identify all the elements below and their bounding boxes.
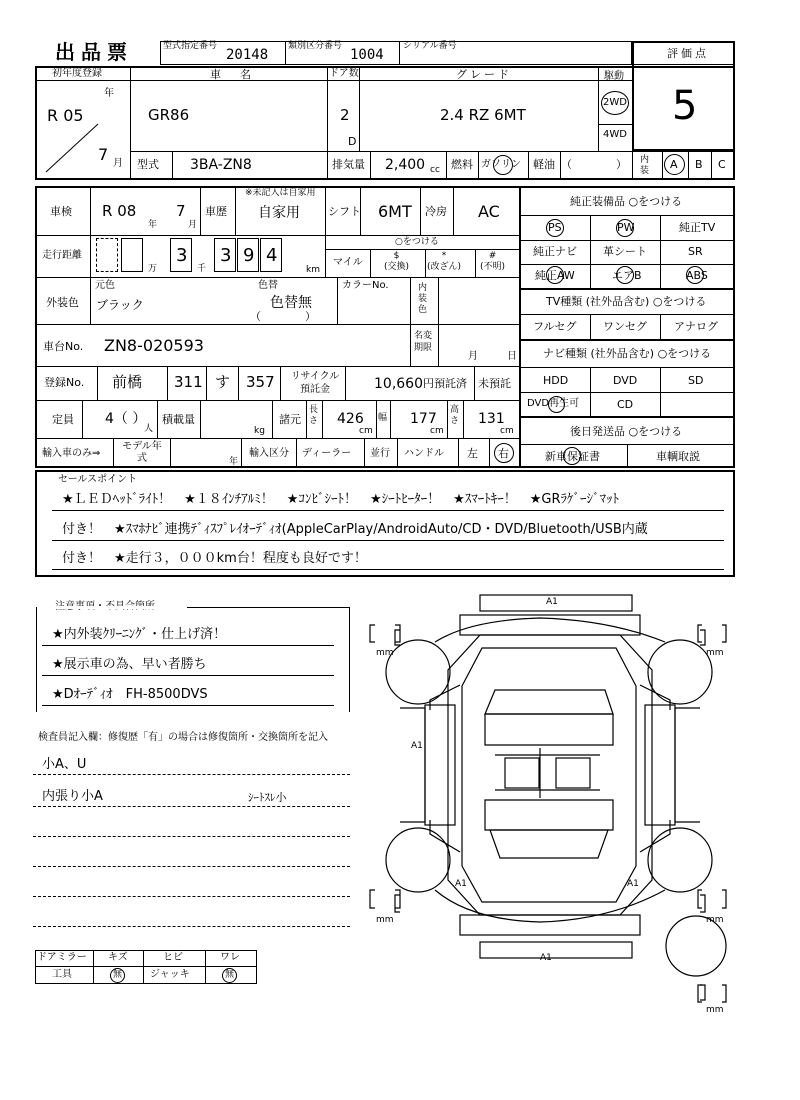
diagram-mark-rear-left: A1 <box>455 879 467 889</box>
grade-label: グレード <box>456 68 512 81</box>
displacement: 2,400 <box>385 157 426 173</box>
mileage-opt-tampered: * (改ざん) <box>427 251 462 272</box>
interior-grade-b: B <box>695 158 703 171</box>
repaint: 色替無 <box>270 295 312 311</box>
navi-title: ナビ種類 (社外品含む) ○をつける <box>543 347 712 360</box>
drive-4wd: 4WD <box>603 129 627 140</box>
diagram-mm-spare: mm <box>706 1005 724 1015</box>
notes-line-1: ★内外装ｸﾘｰﾆﾝｸﾞ・仕上げ済！ <box>52 627 227 642</box>
equip-aw: 純正AW <box>535 269 575 282</box>
mileage-digit-3: 3 <box>170 238 192 272</box>
first-reg-year-unit: 年 <box>104 88 114 99</box>
inspector-label: 検査員記入欄：修復歴「有」の場合は修復箇所・交換箇所を記入 <box>38 732 328 743</box>
interior-grade-a: A <box>670 158 678 171</box>
mileage-check-note: ○をつける <box>395 237 439 247</box>
serial-label: シリアル番号 <box>403 41 457 51</box>
title-day: 日 <box>507 351 517 362</box>
ac-label: 冷房 <box>425 205 447 218</box>
recycle-label: リサイクル預託金 <box>290 371 340 395</box>
small-table-r3: ジャッキ <box>150 969 190 980</box>
ac: AC <box>478 202 500 221</box>
displacement-unit: cc <box>430 165 440 175</box>
width-label: 幅 <box>378 413 388 423</box>
reg-place: 前橋 <box>112 373 143 391</box>
handle-right-circle <box>494 443 514 463</box>
first-reg-month-unit: 月 <box>113 158 123 169</box>
later-manual: 車輌取説 <box>656 450 700 463</box>
model-year-unit: 年 <box>229 457 239 467</box>
inspector-line-2-right: ｼｰﾄｽﾚ小 <box>248 791 287 804</box>
door-type: D <box>348 135 357 148</box>
sales-label: セールスポイント <box>58 474 138 485</box>
diagram-mark-front: A1 <box>546 597 558 607</box>
navi-hdd: HDD <box>543 374 569 387</box>
score-value: 5 <box>672 83 698 129</box>
mileage-unit: km <box>306 265 320 275</box>
small-table-r4: 無 <box>225 970 235 980</box>
capacity-label: 定員 <box>52 413 74 426</box>
capacity-unit: 人 <box>144 424 154 434</box>
recycle-unpaid: 未預託 <box>478 377 511 390</box>
drive-2wd: 2WD <box>603 97 627 108</box>
recycle-amount: 10,660 <box>374 376 423 392</box>
form-title: 出品票 <box>55 40 133 64</box>
chassis-label: 車台No. <box>43 340 84 353</box>
shift-label: シフト <box>328 205 361 218</box>
equip-pw-circle <box>616 219 634 237</box>
fuel-gasoline-circle <box>493 155 513 175</box>
history: 自家用 <box>258 205 300 221</box>
mileage-opt-mile: マイル <box>333 257 363 268</box>
drive-2wd-circle <box>601 91 629 115</box>
tv-oneseg: ワンセグ <box>603 320 647 333</box>
width-unit: cm <box>430 426 444 436</box>
equip-airbag-circle <box>616 266 634 284</box>
orig-color-label: 元色 <box>95 280 115 291</box>
navi-dvd: DVD <box>613 374 638 387</box>
equip-leather: 革シート <box>603 245 647 258</box>
displacement-label: 排気量 <box>332 158 365 171</box>
notes-line-3: ★Dｵｰﾃﾞｨｵ FH-8500DVS <box>52 687 208 702</box>
navi-cd: CD <box>617 398 634 411</box>
inspection-year-unit: 年 <box>148 220 158 230</box>
mileage-opt-replaced: $ (交換) <box>384 251 410 272</box>
length-label: 長さ <box>309 405 319 426</box>
diagram-mark-rear: A1 <box>540 953 552 963</box>
equip-airbag: エアB <box>612 269 642 282</box>
doors: 2 <box>340 106 350 124</box>
model-year-label: モデル年式 <box>122 441 162 464</box>
small-table-h2: キズ <box>108 952 128 963</box>
inspection-label: 車検 <box>50 205 72 218</box>
score-label: 評価点 <box>667 47 709 60</box>
equip-ps-circle <box>546 219 564 237</box>
mileage-digit-2 <box>121 238 143 272</box>
first-reg-month: 7 <box>98 145 109 164</box>
shift: 6MT <box>378 202 412 221</box>
mileage-digit-5: 9 <box>237 238 259 272</box>
diagram-mm-fr: mm <box>706 648 724 658</box>
import-dealer: ディーラー <box>302 448 352 459</box>
notes-line-2: ★展示車の為、早い者勝ち <box>52 657 207 672</box>
equip-abs-circle <box>686 266 704 284</box>
sales-line-3: 付き！ ★走行３，０００km台！程度も良好です！ <box>62 551 367 566</box>
reg-kana: す <box>215 373 231 391</box>
color-no-label: カラーNo. <box>342 280 389 291</box>
title-month: 月 <box>468 351 478 362</box>
interior-grade-a-circle <box>664 154 685 175</box>
reg-num: 357 <box>246 373 275 391</box>
diagram-mm-rl: mm <box>376 915 394 925</box>
later-warranty-circle <box>563 447 581 465</box>
small-table-h4: ワレ <box>220 952 240 963</box>
sales-line-1: ★ＬＥＤﾍｯﾄﾞﾗｲﾄ！ ★１８ｲﾝﾁｱﾙﾐ！ ★ｺﾝﾋﾞｼｰﾄ！ ★ｼｰﾄﾋｰﾀｰ！ ★ｽﾏｰﾄｷｰ！ ★GRﾗｹﾞｰｼﾞﾏｯﾄ <box>62 492 620 507</box>
small-table-r2-circle <box>110 968 125 983</box>
recycle-status: 円預託済 <box>423 377 467 390</box>
sales-line-2: 付き！ ★ｽﾏﾎﾅﾋﾞ連携ﾃﾞｨｽﾌﾟﾚｲｵｰﾃﾞｨｵ(AppleCarPlay/AndroidAuto/CD・DVD/Bluetooth/USB内蔵 <box>62 522 648 537</box>
interior-grade-c: C <box>718 158 726 171</box>
mileage-unit-sen: 千 <box>197 264 207 274</box>
diagram-mm-rr: mm <box>706 915 724 925</box>
small-table-r2: 無 <box>113 970 123 980</box>
mileage-unit-man: 万 <box>148 264 158 274</box>
repaint-paren: （ ） <box>250 310 316 323</box>
equip-pw: PW <box>617 221 635 234</box>
handle-left: 左 <box>467 447 478 460</box>
tv-fullseg: フルセグ <box>533 320 577 333</box>
interior-color-label: 内装色 <box>418 283 428 315</box>
interior-label: 内装 <box>640 155 650 176</box>
equip-tv: 純正TV <box>679 221 716 234</box>
diagram-mm-fl: mm <box>376 648 394 658</box>
repaint-label: 色替 <box>258 280 278 291</box>
model-type-label: 型式 <box>137 158 159 171</box>
car-name-label: 車 名 <box>210 68 255 81</box>
class-code: 1004 <box>350 47 384 63</box>
mileage-opt-unknown: # (不明) <box>480 251 506 272</box>
import-parallel: 並行 <box>370 448 390 459</box>
reg-label: 登録No. <box>44 376 85 389</box>
car-diagram <box>360 590 740 1030</box>
load-unit: kg <box>254 426 265 436</box>
height-unit: cm <box>500 426 514 436</box>
inspector-line-1: 小A、U <box>42 757 87 772</box>
tv-analog: アナログ <box>674 320 718 333</box>
mileage-digit-4: 3 <box>214 238 236 272</box>
first-reg-era: R 05 <box>47 106 84 125</box>
inspection-month: 7 <box>176 202 186 220</box>
handle-label: ハンドル <box>404 448 444 459</box>
equip-title: 純正装備品 ○をつける <box>570 195 683 208</box>
inspection: R 08 <box>102 202 137 220</box>
equip-ps: PS <box>548 221 562 234</box>
reg-class: 311 <box>174 373 203 391</box>
equip-aw-circle <box>546 266 564 284</box>
fuel-gasoline: ガソリン <box>481 159 521 170</box>
fuel-other: （ ） <box>561 158 627 171</box>
small-table-r1: 工具 <box>52 969 72 980</box>
capacity: 4（ ） <box>105 411 147 427</box>
equip-abs: ABS <box>686 269 708 282</box>
color-label: 外装色 <box>46 296 79 309</box>
small-table-r4-circle <box>222 968 237 983</box>
model-code: 20148 <box>226 47 269 63</box>
height-label: 高さ <box>450 405 460 426</box>
mileage-label: 走行距離 <box>42 250 82 261</box>
tv-title: TV種類 (社外品含む) ○をつける <box>546 295 707 308</box>
model-code-label: 型式指定番号 <box>163 41 218 51</box>
chassis: ZN8-020593 <box>104 336 204 355</box>
small-table-h1: ドアミラー <box>37 952 87 963</box>
fuel-diesel: 軽油 <box>533 158 555 171</box>
dims-label: 諸元 <box>279 413 301 426</box>
drive-label: 駆動 <box>604 71 624 82</box>
height: 131 <box>478 411 505 427</box>
load-label: 積載量 <box>162 413 195 426</box>
diagram-mark-rear-right: A1 <box>627 879 639 889</box>
equip-navi: 純正ナビ <box>533 245 577 258</box>
small-table-h3: ヒビ <box>163 952 183 963</box>
title-label: 名変期限 <box>414 331 433 353</box>
first-reg-label: 初年度登録 <box>52 68 102 79</box>
mileage-digit-1 <box>96 238 118 272</box>
grade: 2.4 RZ 6MT <box>440 106 526 124</box>
length-unit: cm <box>359 426 373 436</box>
later-warranty: 新車保証書 <box>545 450 600 463</box>
fuel-label: 燃料 <box>451 158 473 171</box>
navi-dvd-play-circle <box>548 396 565 413</box>
navi-dvd-play: DVD再生可 <box>527 398 580 409</box>
handle-right: 右 <box>498 447 509 460</box>
equip-sr: SR <box>688 245 703 258</box>
model-type: 3BA-ZN8 <box>190 157 252 173</box>
inspection-month-unit: 月 <box>188 220 198 230</box>
history-note: ※未記入は自家用 <box>245 188 316 198</box>
diagram-mark-left: A1 <box>411 741 423 751</box>
width: 177 <box>410 411 437 427</box>
car-name: GR86 <box>148 106 190 124</box>
length: 426 <box>337 411 364 427</box>
import-label: 輸入車のみ⇒ <box>42 448 101 459</box>
orig-color: ブラック <box>96 298 144 312</box>
later-title: 後日発送品 ○をつける <box>570 425 683 438</box>
mileage-digit-6: 4 <box>260 238 282 272</box>
import-type-label: 輸入区分 <box>249 448 289 459</box>
history-label: 車歴 <box>205 205 227 218</box>
doors-label: ドア数 <box>329 68 359 79</box>
inspector-line-2: 内張り小A <box>42 789 103 804</box>
class-code-label: 類別区分番号 <box>288 41 343 51</box>
navi-sd: SD <box>688 374 704 387</box>
